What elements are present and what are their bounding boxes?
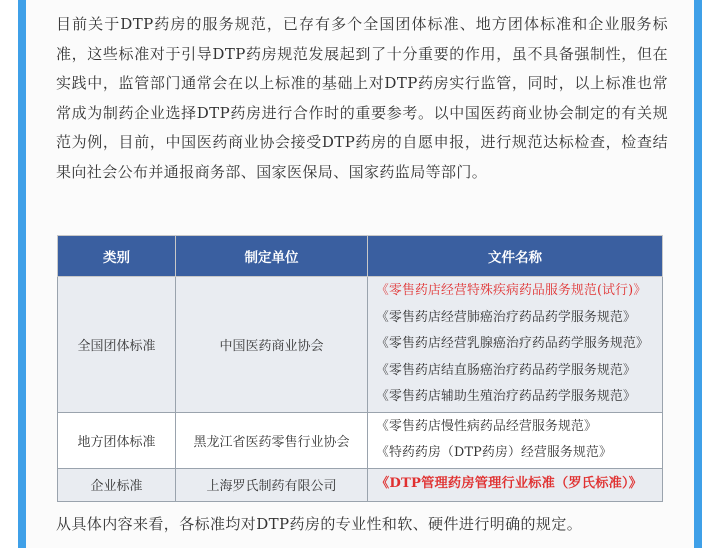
document-title: 《DTP管理药房管理行业标准（罗氏标准）》 <box>376 476 643 492</box>
category-cell: 全国团体标准 <box>58 277 176 413</box>
conclusion-paragraph: 从具体内容来看，各标准均对DTP药房的专业性和软、硬件进行明确的规定。 <box>56 515 583 533</box>
document-title: 《零售药店慢性病药品经营服务规范》 <box>376 418 597 434</box>
document-title: 《零售药店经营肺癌治疗药品药学服务规范》 <box>376 309 636 325</box>
header-organization: 制定单位 <box>176 236 368 277</box>
documents-cell <box>368 468 663 501</box>
organization-cell: 中国医药商业协会 <box>176 277 368 413</box>
standards-table <box>57 235 663 502</box>
left-border <box>0 0 26 548</box>
document-title: 《零售药店经营乳腺癌治疗药品药学服务规范》 <box>376 336 649 351</box>
documents-cell <box>368 277 663 413</box>
intro-paragraph: 目前关于DTP药房的服务规范，已存有多个全国团体标准、地方团体标准和企业服务标准，这些标准对于引导DTP药房规范发展起到了十分重要的作用，虽不具备强制性，但在实践中，监管部门通常会在以上标准的基础上对DTP药房实行监管，同时，以上标准也常常成为制药企业选择DTP药房进行合作时的重要参考。以中国医药商业协会制定的有关规范为例，目前，中国医药商业协会接受DTP药房的自愿申报，进行规范达标检查，检查结果向社会公布并通报商务部、国家医保局、国家药监局等部门。 <box>56 15 668 181</box>
table-row <box>58 412 663 468</box>
document-title: 《特药药房（DTP药房）经营服务规范》 <box>376 445 612 460</box>
table-row <box>58 468 663 501</box>
table-header-row <box>58 236 663 277</box>
document-title: 《零售药店辅助生殖治疗药品药学服务规范》 <box>376 389 636 404</box>
header-category: 类别 <box>58 236 176 277</box>
category-cell: 企业标准 <box>58 468 176 501</box>
document-title: 《零售药店结直肠癌治疗药品药学服务规范》 <box>376 362 636 378</box>
category-cell: 地方团体标准 <box>58 412 176 468</box>
article-content <box>26 0 694 548</box>
document-title: 《零售药店经营特殊疾病药品服务规范(试行)》 <box>376 283 647 298</box>
table-row <box>58 277 663 413</box>
documents-cell <box>368 412 663 468</box>
header-document-name: 文件名称 <box>368 236 663 277</box>
organization-cell: 上海罗氏制药有限公司 <box>176 468 368 501</box>
right-border <box>694 0 720 548</box>
organization-cell: 黑龙江省医药零售行业协会 <box>176 412 368 468</box>
